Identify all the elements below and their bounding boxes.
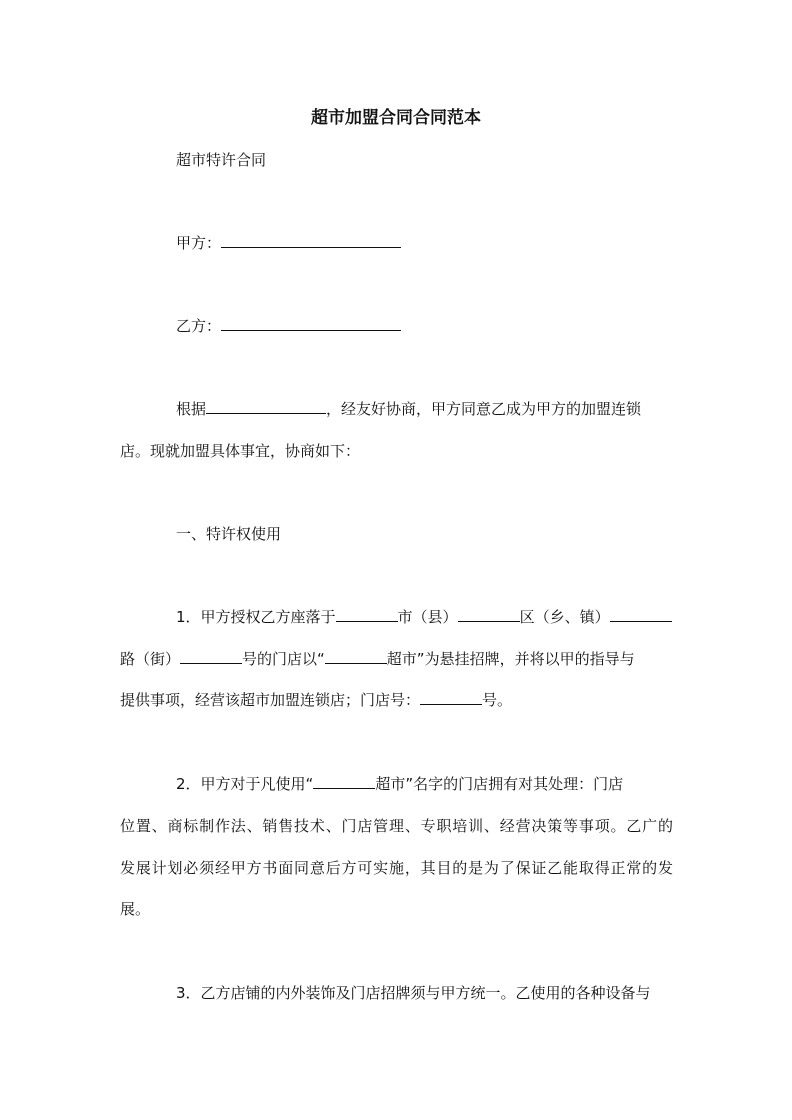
party-b-label: 乙方： — [176, 317, 222, 335]
clause1-text-c: 区（乡、镇） — [519, 608, 610, 626]
section1-heading: 一、特许权使用 — [176, 525, 282, 543]
clause2-line-2: 位置、商标制作法、销售技术、门店管理、专职培训、经营决策等事项。乙广的 — [120, 817, 673, 835]
clause2-line-3: 发展计划必须经甲方书面同意后方可实施，其目的是为了保证乙能取得正常的发 — [120, 859, 673, 877]
party-a-blank — [221, 232, 401, 248]
party-b-blank — [221, 315, 401, 331]
clause1-text-f: 超市”为悬挂招牌，并将以甲的指导与 — [386, 650, 635, 668]
clause1-blank-store-no — [420, 689, 482, 705]
clause2-suffix: 超市”名字的门店拥有对其处理：门店 — [375, 775, 624, 793]
clause1-text-e: 号的门店以“ — [242, 650, 325, 668]
clause2-prefix: 2．甲方对于凡使用“ — [176, 775, 314, 793]
clause1-line-1 — [176, 606, 672, 628]
intro-blank — [206, 398, 326, 414]
party-b-line — [176, 315, 401, 337]
clause1-blank-city — [336, 606, 398, 622]
intro-prefix: 根据 — [176, 400, 207, 418]
clause1-blank-road — [180, 648, 242, 664]
intro-line-2: 店。现就加盟具体事宜，协商如下： — [120, 442, 361, 460]
clause1-text-b: 市（县） — [397, 608, 458, 626]
clause1-line-3 — [120, 689, 512, 711]
clause1-text-end: 号。 — [482, 691, 513, 709]
clause1-line-2 — [120, 648, 635, 670]
party-a-label: 甲方： — [176, 234, 222, 252]
intro-line-1 — [176, 398, 641, 420]
document-title: 超市加盟合同合同范本 — [311, 108, 481, 128]
clause1-text-store-no: 提供事项，经营该超市加盟连锁店；门店号： — [120, 691, 421, 709]
clause2-line-4: 展。 — [120, 900, 151, 918]
intro-suffix: ，经友好协商，甲方同意乙成为甲方的加盟连锁 — [326, 400, 642, 418]
clause1-text-a: 1．甲方授权乙方座落于 — [176, 608, 336, 626]
clause1-blank-brand — [325, 648, 387, 664]
clause1-blank-district — [458, 606, 520, 622]
clause1-text-d: 路（街） — [120, 650, 181, 668]
clause3-line-1: 3．乙方店铺的内外装饰及门店招牌须与甲方统一。乙使用的各种设备与 — [176, 984, 651, 1002]
clause1-blank-town — [610, 606, 672, 622]
subtitle: 超市特许合同 — [176, 151, 267, 169]
clause2-blank-brand — [313, 773, 375, 789]
party-a-line — [176, 232, 401, 254]
clause2-line-1 — [176, 773, 623, 795]
